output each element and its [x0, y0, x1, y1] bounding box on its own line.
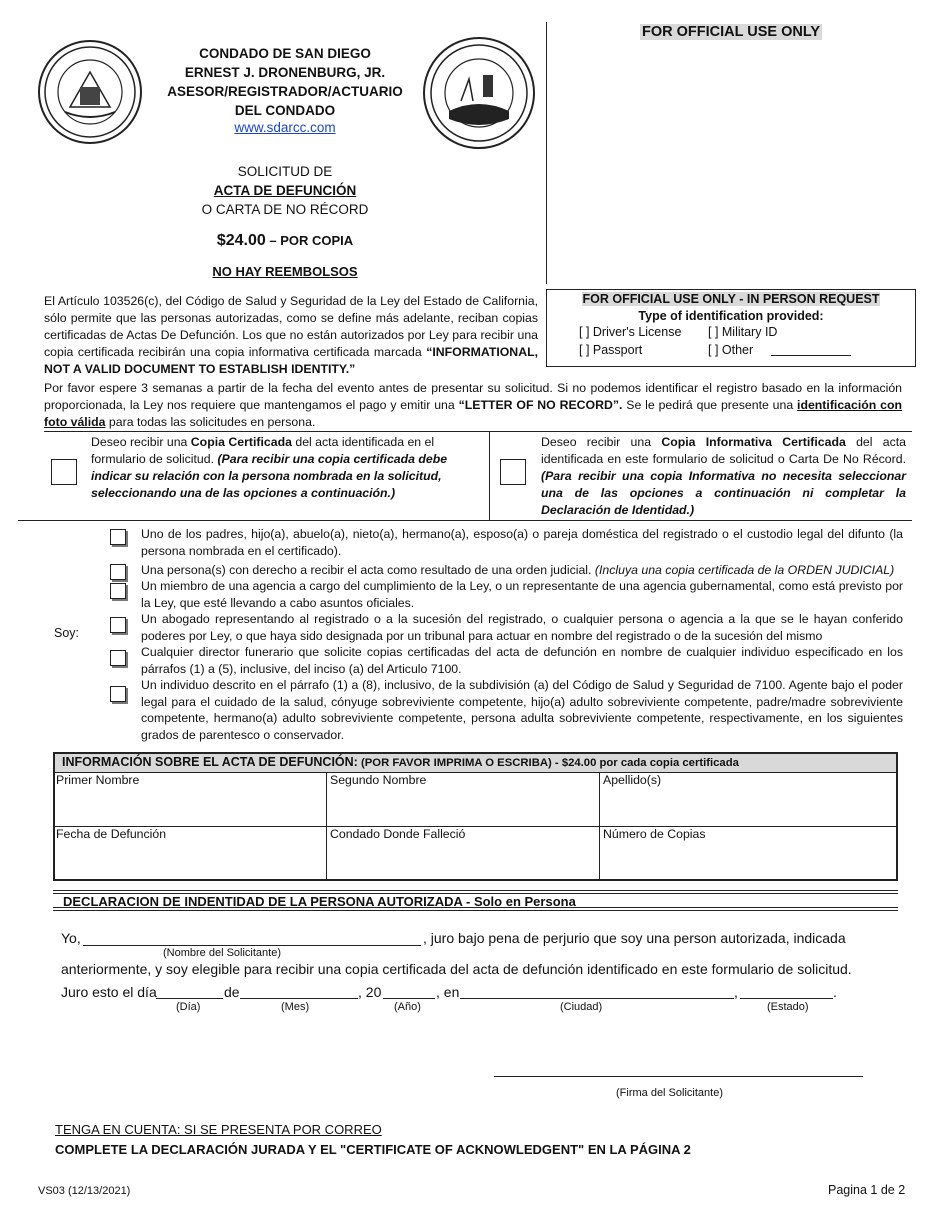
certified-copy-text-b: del acta identificada en el formulario de solicitud.: [91, 435, 435, 466]
city-caption: (Ciudad): [560, 1001, 603, 1013]
official-use-area: [546, 22, 917, 284]
month-line[interactable]: [240, 998, 358, 999]
option-court-order-text: Una persona(s) con derecho a recibir el acta como resultado de una orden judicial.: [141, 563, 592, 577]
state-caption: (Estado): [767, 1001, 809, 1013]
choice-divider-bottom: [18, 520, 912, 521]
recorder-title-2: DEL CONDADO: [234, 103, 336, 118]
recorder-title: ASESOR/REGISTRADOR/ACTUARIO: [167, 84, 403, 99]
wait-notice-c: para todas las solicitudes en persona.: [105, 415, 316, 429]
intro-paragraph: El Artículo 103526(c), del Código de Salud y Seguridad de la Ley del Estado de California, sólo permite que las personas autorizadas, como se define más adelante, reciban copias certificadas de Actas De Defunción. Los que no están autorizados por Ley para recibir una copia certificada recibirán una copia informativa certificada marcada: [44, 294, 538, 359]
middle-name-label: Segundo Nombre: [330, 773, 427, 787]
photo-id-requirement: identificación con foto válida: [44, 398, 902, 429]
comma: ,: [734, 984, 738, 1000]
declaration-line2: anteriormente, y soy elegible para recibir una copia certificada del acta de defunción identificado en este formulario de solicitud.: [61, 961, 852, 977]
county-name: CONDADO DE SAN DIEGO: [199, 46, 371, 61]
first-name-label: Primer Nombre: [56, 773, 140, 787]
de-label: de: [224, 984, 240, 1000]
website-link[interactable]: www.sdarcc.com: [234, 120, 336, 135]
soy-label: Soy:: [54, 626, 80, 640]
option-relative-checkbox[interactable]: [110, 529, 126, 545]
option-attorney-checkbox[interactable]: [110, 617, 126, 633]
month-caption: (Mes): [281, 1001, 310, 1013]
option-relative-text: Uno de los padres, hijo(a), abuelo(a), nieto(a), hermano(a), esposo(a) o pareja doméstica del registrado o el custodio legal del difunto (la persona nombrada en el certificado).: [141, 527, 903, 558]
informational-copy-label: Copia Informativa Certificada: [661, 435, 846, 449]
death-date-field[interactable]: [56, 827, 324, 879]
signature-caption: (Firma del Solicitante): [616, 1087, 723, 1099]
county-label: Condado Donde Falleció: [330, 827, 466, 841]
option-attorney-text: Un abogado representando al registrado o a la sucesión del registrado, o cualquier persona o agencia a la que se le hayan conferido poderes por Ley, o que haya sido designada por un tribunal para actuar en nombre del registrado o de la sucesión del mismo: [141, 612, 903, 643]
info-table-subtitle: (POR FAVOR IMPRIMA O ESCRIBA) - $24.00 por cada copia certificada: [357, 757, 739, 769]
informational-copy-text: Deseo recibir una: [541, 435, 662, 449]
other-line[interactable]: [771, 355, 851, 356]
year-prefix: , 20: [358, 984, 382, 1000]
alternate-document: O CARTA DE NO RÉCORD: [201, 202, 369, 217]
county-field[interactable]: [330, 827, 596, 879]
mail-note: TENGA EN CUENTA: SI SE PRESENTA POR CORREO: [55, 1122, 382, 1137]
page-number: Pagina 1 de 2: [828, 1183, 906, 1197]
price-suffix: – POR COPIA: [265, 233, 354, 248]
option-funeral-director-text: Cualquier director funerario que solicite copias certificadas del acta de defunción en nombre de cualquier individuo especificado en los párrafos (1) a (5), inclusive, del inciso (a) del Articulo 7100.: [141, 645, 903, 676]
option-law-enforcement-text: Un miembro de una agencia a cargo del cumplimiento de la Ley, o un representante de una agencia gubernamental, como está previsto por la Ley, que esté llevando a cabo asuntos oficiales.: [141, 579, 903, 610]
city-line[interactable]: [460, 998, 734, 999]
applicant-name-caption: (Nombre del Solicitante): [163, 947, 281, 959]
declaration-line1: , juro bajo pena de perjurio que soy una person autorizada, indicada: [423, 930, 846, 946]
option-court-order-checkbox[interactable]: [110, 564, 126, 580]
day-line[interactable]: [156, 998, 223, 999]
info-table-title: INFORMACIÓN SOBRE EL ACTA DE DEFUNCIÓN:: [62, 755, 358, 769]
id-type-label: Type of identification provided:: [638, 309, 824, 323]
wait-notice: Por favor espere 3 semanas a partir de la fecha del evento antes de presentar su solicitud. Si no podemos identificar el registro basado en la información proporcionada, la Ley nos requiere que mantengamos el pago y emitir una: [44, 381, 902, 412]
certified-copy-label: Copia Certificada: [190, 435, 292, 449]
form-id: VS03 (12/13/2021): [38, 1185, 131, 1197]
informational-copy-text-b: del acta identificada en este formulario de solicitud o Carta De No Récord.: [541, 435, 906, 466]
first-name-field[interactable]: [56, 773, 324, 825]
wait-notice-b: Se le pedirá que presente una: [622, 398, 798, 412]
certified-copy-instructions: (Para recibir una copia certificada debe indicar su relación con la persona nombrada en la solicitud, seleccionando una de las opciones a continuación.): [91, 452, 448, 500]
option-court-order-note: (Incluya una copia certificada de la ORDEN JUDICIAL): [594, 563, 895, 577]
military-id-option: [ ] Military ID: [708, 325, 778, 339]
en-label: , en: [436, 984, 460, 1000]
yo-label: Yo,: [61, 930, 81, 946]
certified-copy-text: Deseo recibir una: [91, 435, 191, 449]
no-refund: NO HAY REEMBOLSOS: [212, 264, 358, 279]
price: $24.00: [216, 232, 266, 249]
complete-instructions: COMPLETE LA DECLARACIÓN JURADA Y EL "CERTIFICATE OF ACKNOWLEDGENT" EN LA PÁGINA 2: [55, 1142, 691, 1157]
letter-no-record: “LETTER OF NO RECORD”.: [458, 398, 623, 412]
juro-label: Juro esto el día: [61, 984, 157, 1000]
other-option: [ ] Other: [708, 343, 754, 357]
inperson-title: FOR OFFICIAL USE ONLY - IN PERSON REQUEST: [582, 292, 880, 306]
recorder-seal-logo: [423, 37, 535, 149]
option-law-enforcement-checkbox[interactable]: [110, 583, 126, 599]
informational-copy-instructions: (Para recibir una copia Informativa no necesita seleccionar una de las opciones a continuación ni completar la Declaración de Identidad.): [541, 469, 906, 517]
option-individual-text: Un individuo descrito en el párrafo (1) a (8), inclusivo, de la subdivisión (a) del Código de Salud y Seguridad de 7100. Agente bajo el poder legal para el cuidado de la salud, cónyuge sobreviviente competente, hijo(a) adulto sobreviviente competente, padre/madre sobreviviente competente, hermano(a) adulto sobreviviente competente, persona adulta sobreviviente competente, respectivamente, en los siguientes grados de parentesco o conservador.: [141, 678, 903, 742]
death-date-label: Fecha de Defunción: [56, 827, 167, 841]
passport-option: [ ] Passport: [579, 343, 643, 357]
period: .: [833, 984, 837, 1000]
option-individual-checkbox[interactable]: [110, 686, 126, 702]
choice-divider-vertical: [489, 431, 490, 520]
official-use-title: FOR OFFICIAL USE ONLY: [641, 24, 821, 40]
applicant-name-line[interactable]: [83, 945, 421, 946]
informational-copy-checkbox[interactable]: [500, 459, 526, 485]
request-label: SOLICITUD DE: [237, 164, 333, 179]
county-seal-logo: [38, 40, 142, 144]
middle-name-field[interactable]: [330, 773, 596, 825]
year-line[interactable]: [383, 998, 435, 999]
option-funeral-director-checkbox[interactable]: [110, 650, 126, 666]
recorder-name: ERNEST J. DRONENBURG, JR.: [184, 65, 386, 80]
state-line[interactable]: [740, 998, 833, 999]
choice-divider-top: [44, 431, 912, 432]
certified-copy-checkbox[interactable]: [51, 459, 77, 485]
copies-label: Número de Copias: [603, 827, 706, 841]
drivers-license-option: [ ] Driver's License: [579, 325, 682, 339]
declaration-title: DECLARACION DE INDENTIDAD DE LA PERSONA AUTORIZADA - Solo en Persona: [63, 894, 576, 909]
day-caption: (Día): [176, 1001, 201, 1013]
copies-field[interactable]: [603, 827, 895, 879]
last-name-label: Apellido(s): [603, 773, 662, 787]
document-type: ACTA DE DEFUNCIÓN: [213, 183, 357, 198]
intro-informational-warning: “INFORMATIONAL, NOT A VALID DOCUMENT TO ESTABLISH IDENTITY.”: [44, 345, 538, 376]
signature-line[interactable]: [494, 1076, 863, 1077]
last-name-field[interactable]: [603, 773, 895, 825]
year-caption: (Año): [394, 1001, 421, 1013]
